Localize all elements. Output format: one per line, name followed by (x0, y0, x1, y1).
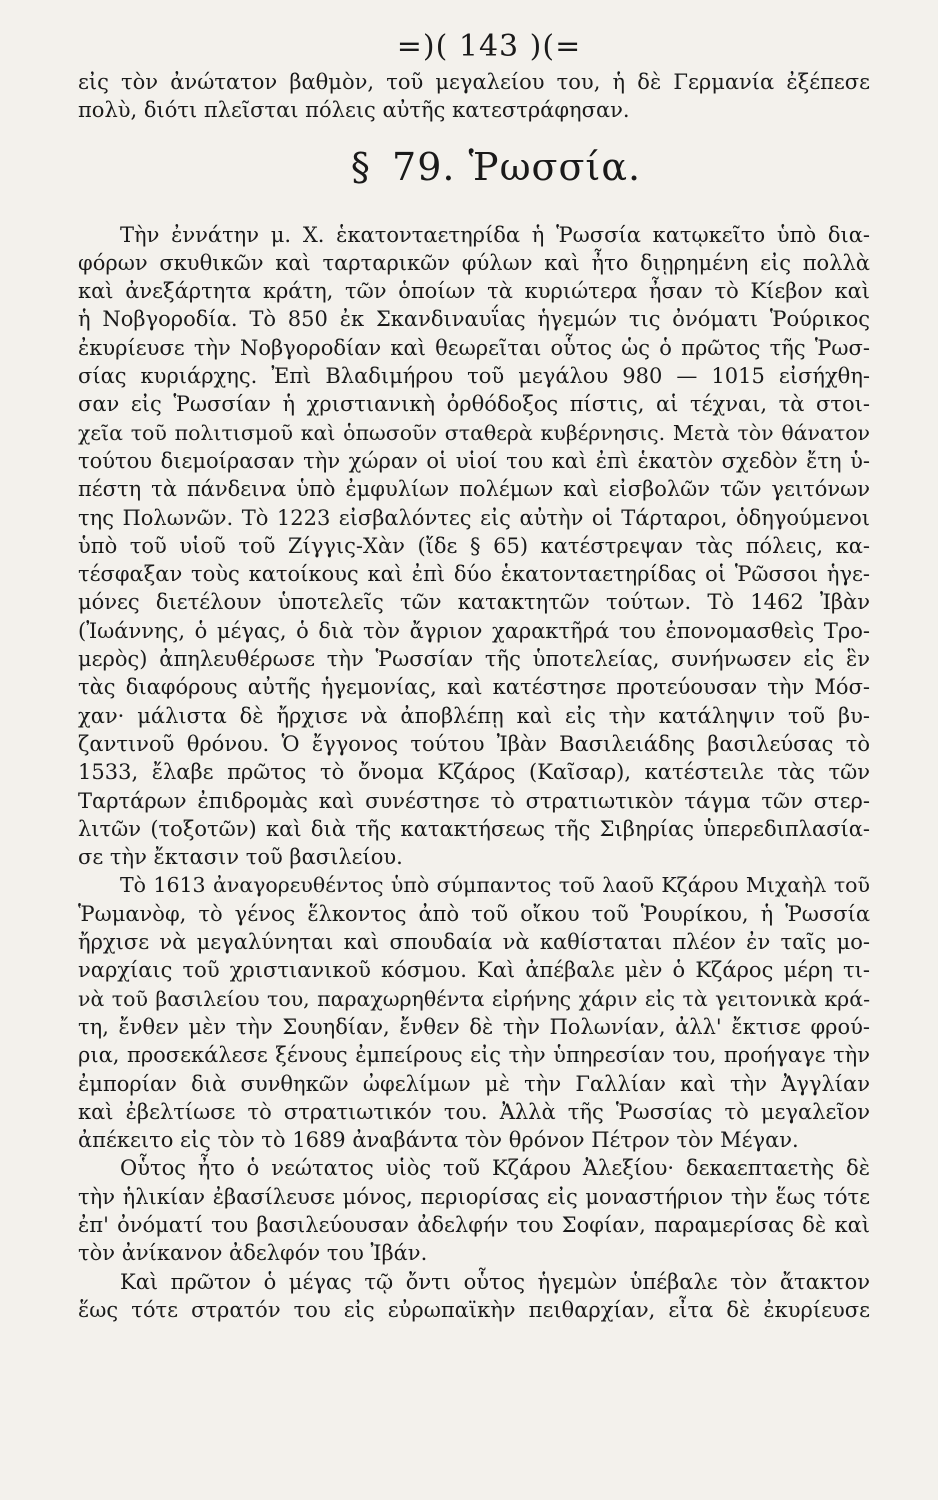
paragraph (78, 1154, 870, 1267)
text-line: ἐκυρίευσε τὴν Νοβγοροδίαν καὶ θεωρεῖται οὗτος ὡς ὁ πρῶτος τῆς Ῥωσ- (78, 335, 870, 360)
text-line: τὴν ἡλικίαν ἐβασίλευσε μόνος, περιορίσας εἰς μοναστήριον τὴν ἕως τότε (78, 1184, 870, 1209)
text-line: Τὴν ἐννάτην μ. Χ. ἑκατονταετηρίδα ἡ Ῥωσσία κατῳκεῖτο ὑπὸ δια- (120, 222, 870, 247)
text-line: τη, ἔνθεν μὲν τὴν Σουηδίαν, ἔνθεν δὲ τὴν Πολωνίαν, ἀλλ' ἔκτισε φρού- (78, 1014, 870, 1039)
paragraph (78, 871, 870, 1154)
text-line: 1533, ἔλαβε πρῶτος τὸ ὄνομα Κζάρος (Καῖσαρ), κατέστειλε τὰς τῶν (78, 760, 870, 785)
section-heading (78, 143, 870, 191)
text-line: Ταρτάρων ἐπιδρομὰς καὶ συνέστησε τὸ στρατιωτικὸν τάγμα τῶν στερ- (78, 788, 870, 813)
text-line: μερὸς) ἀπηλευθέρωσε τὴν Ῥωσσίαν τῆς ὑποτελείας, συνήνωσεν εἰς ἓν (78, 647, 870, 672)
text-line: πέστη τὰ πάνδεινα ὑπὸ ἐμφυλίων πολέμων καὶ εἰσβολῶν τῶν γειτόνων (78, 477, 870, 502)
text-line: ὑπὸ τοῦ υἱοῦ τοῦ Ζίγγις-Χὰν (ἴδε § 65) κατέστρεψαν τὰς πόλεις, κα- (78, 533, 870, 558)
text-line: ρια, προσεκάλεσε ξένους ἐμπείρους εἰς τὴν ὑπηρεσίαν του, προήγαγε τὴν (78, 1043, 870, 1068)
text-line: ἐπ' ὀνόματί του βασιλεύουσαν ἀδελφήν του Σοφίαν, παραμερίσας δὲ καὶ (78, 1212, 870, 1237)
text-line: Καὶ πρῶτον ὁ μέγας τῷ ὄντι οὗτος ἡγεμὼν ὑπέβαλε τὸν ἄτακτον (120, 1269, 870, 1294)
paragraph (78, 221, 870, 872)
text-line: τούτου διεμοίρασαν τὴν χώραν οἱ υἱοί του καὶ ἐπὶ ἑκατὸν σχεδὸν ἔτη ὑ- (78, 448, 870, 473)
text-line: τὸν ἀνίκανον ἀδελφόν του Ἰβάν. (78, 1241, 428, 1266)
text-line: τὰς διαφόρους αὐτῆς ἡγεμονίας, καὶ κατέστησε προτεύουσαν τὴν Μόσ- (78, 675, 870, 700)
text-line: της Πολωνῶν. Τὸ 1223 εἰσβαλόντες εἰς αὐτὴν οἱ Τάρταροι, ὁδηγούμενοι (78, 505, 870, 530)
text-line: ἐμπορίαν διὰ συνθηκῶν ὠφελίμων μὲ τὴν Γαλλίαν καὶ τὴν Ἀγγλίαν (78, 1071, 870, 1096)
text-line: πολὺ, διότι πλεῖσται πόλεις αὐτῆς κατεστράφησαν. (78, 98, 630, 123)
text-line: Ῥωμανὸφ, τὸ γένος ἕλκοντος ἀπὸ τοῦ οἴκου τοῦ Ῥουρίκου, ἡ Ῥωσσία (78, 901, 870, 926)
section-symbol: § (350, 144, 371, 189)
text-line: χαν· μάλιστα δὲ ἤρχισε νὰ ἀποβλέπῃ καὶ εἰς τὴν κατάληψιν τοῦ βυ- (78, 703, 870, 728)
section-title: Ῥωσσία. (468, 144, 642, 189)
page-number: =)( 143 )(= (396, 29, 582, 64)
text-line: εἰς τὸν ἀνώτατον βαθμὸν, τοῦ μεγαλείου του, ἡ δὲ Γερμανία ἐξέπεσε (78, 70, 870, 94)
text-line: μόνες διετέλουν ὑποτελεῖς τῶν κατακτητῶν τούτων. Τὸ 1462 Ἰβὰν (78, 590, 870, 615)
text-line: λιτῶν (τοξοτῶν) καὶ διὰ τῆς κατακτήσεως τῆς Σιβηρίας ὑπερεδιπλασία- (78, 816, 870, 841)
text-line: ἕως τότε στρατόν του εἰς εὐρωπαϊκὴν πειθαρχίαν, εἶτα δὲ ἐκυρίευσε (78, 1297, 870, 1322)
text-line: σαν εἰς Ῥωσσίαν ἡ χριστιανικὴ ὀρθόδοξος πίστις, αἱ τέχναι, τὰ στοι- (78, 392, 870, 417)
text-line: ἤρχισε νὰ μεγαλύνηται καὶ σπουδαία νὰ καθίσταται πλέον ἐν ταῖς μο- (78, 930, 870, 955)
page-content (78, 28, 870, 1324)
intro-text (78, 68, 870, 125)
text-line: σίας κυριάρχης. Ἐπὶ Βλαδιμήρου τοῦ μεγάλου 980 — 1015 εἰσήχθη- (78, 364, 870, 389)
text-line: Τὸ 1613 ἀναγορευθέντος ὑπὸ σύμπαντος τοῦ λαοῦ Κζάρου Μιχαὴλ τοῦ (120, 873, 870, 898)
text-line: νὰ τοῦ βασιλείου του, παραχωρηθέντα εἰρήνης χάριν εἰς τὰ γειτονικὰ κρά- (78, 986, 870, 1011)
paragraph (78, 1268, 870, 1325)
text-line: φόρων σκυθικῶν καὶ ταρταρικῶν φύλων καὶ ἦτο διῃρημένη εἰς πολλὰ (78, 250, 870, 275)
text-line: ζαντινοῦ θρόνου. Ὁ ἔγγονος τούτου Ἰβὰν Βασιλειάδης βασιλεύσας τὸ (78, 731, 870, 756)
text-line: καὶ ἐβελτίωσε τὸ στρατιωτικόν του. Ἀλλὰ τῆς Ῥωσσίας τὸ μεγαλεῖον (78, 1099, 870, 1124)
text-line: τέσφαξαν τοὺς κατοίκους καὶ ἐπὶ δύο ἑκατονταετηρίδας οἱ Ῥῶσσοι ἡγε- (78, 562, 870, 587)
text-line: ἡ Νοβγοροδία. Τὸ 850 ἐκ Σκανδιναυΐας ἡγεμών τις ὀνόματι Ῥούρικος (78, 307, 870, 332)
text-line: Οὗτος ἦτο ὁ νεώτατος υἱὸς τοῦ Κζάρου Ἀλεξίου· δεκαεπταετὴς δὲ (120, 1156, 870, 1181)
text-line: σε τὴν ἔκτασιν τοῦ βασιλείου. (78, 845, 403, 870)
section-number: 79. (392, 144, 456, 189)
text-line: ἀπέκειτο εἰς τὸν τὸ 1689 ἀναβάντα τὸν θρόνον Πέτρον τὸν Μέγαν. (78, 1128, 799, 1153)
text-line: χεῖα τοῦ πολιτισμοῦ καὶ ὁπωσοῦν σταθερὰ κυβέρνησις. Μετὰ τὸν θάνατον (78, 420, 870, 445)
text-line: ναρχίαις τοῦ χριστιανικοῦ κόσμου. Καὶ ἀπέβαλε μὲν ὁ Κζάρος μέρη τι- (78, 958, 870, 983)
text-line: (Ἰωάννης, ὁ μέγας, ὁ διὰ τὸν ἄγριον χαρακτῆρά του ἐπονομασθεὶς Τρο- (78, 618, 870, 643)
text-line: καὶ ἀνεξάρτητα κράτη, τῶν ὁποίων τὰ κυριώτερα ἦσαν τὸ Κίεβον καὶ (78, 279, 870, 304)
